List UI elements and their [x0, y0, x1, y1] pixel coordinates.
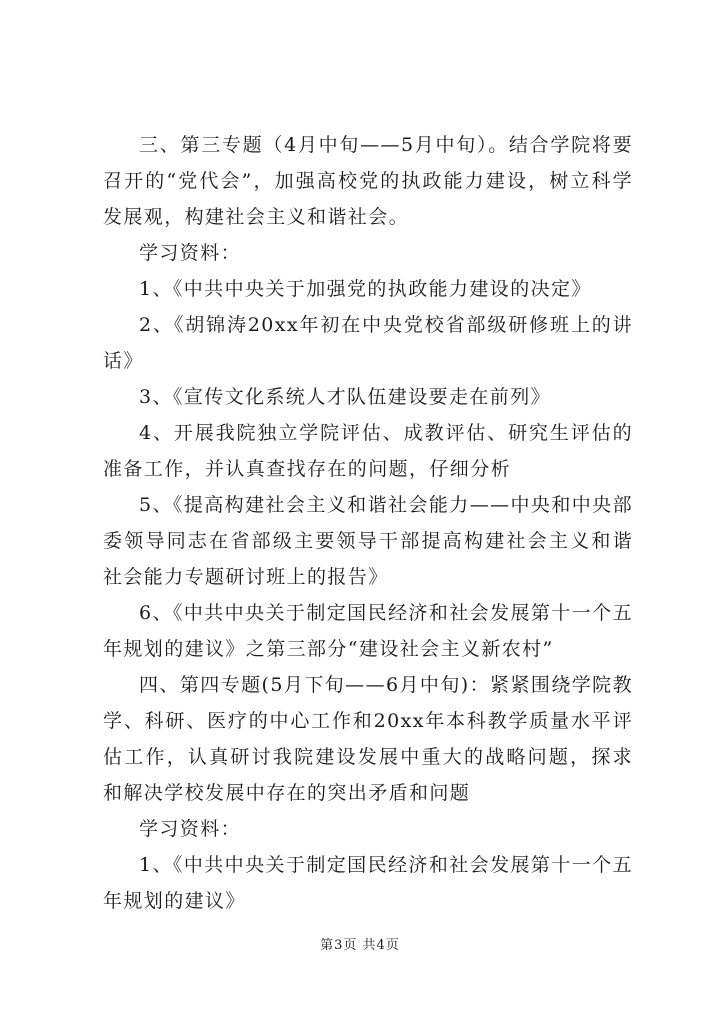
paragraph-material-item: 6、《中共中央关于制定国民经济和社会发展第十一个五年规划的建议》之第三部分“建设社会主义新农村” [103, 602, 633, 660]
paragraph-study-materials-heading: 学习资料： [139, 818, 242, 840]
paragraph-material-item: 1、《中共中央关于制定国民经济和社会发展第十一个五年规划的建议》 [103, 854, 633, 912]
paragraph-material-item: 3、《宣传文化系统人才队伍建设要走在前列》 [139, 386, 551, 408]
paragraph-material-item: 5、《提高构建社会主义和谐社会能力——中央和中央部委领导同志在省部级主要领导干部提高构建社会主义和谐社会能力专题研讨班上的报告》 [103, 494, 633, 588]
document-body [103, 127, 633, 919]
paragraph-material-item: 2、《胡锦涛20xx年初在中央党校省部级研修班上的讲话》 [103, 314, 633, 372]
paragraph-study-materials-heading: 学习资料： [139, 242, 242, 264]
paragraph-material-item: 4、开展我院独立学院评估、成教评估、研究生评估的准备工作，并认真查找存在的问题，仔细分析 [103, 422, 633, 480]
page-number-footer: 第3页 共4页 [320, 938, 400, 953]
paragraph-topic-three: 三、第三专题（4月中旬——5月中旬）。结合学院将要召开的“党代会”，加强高校党的执政能力建设，树立科学发展观，构建社会主义和谐社会。 [103, 134, 633, 228]
paragraph-topic-four: 四、第四专题(5月下旬——6月中旬)：紧紧围绕学院教学、科研、医疗的中心工作和20xx年本科教学质量水平评估工作，认真研讨我院建设发展中重大的战略问题，探求和解决学校发展中存在的突出矛盾和问题 [103, 674, 633, 804]
paragraph-material-item: 1、《中共中央关于加强党的执政能力建设的决定》 [139, 278, 592, 300]
